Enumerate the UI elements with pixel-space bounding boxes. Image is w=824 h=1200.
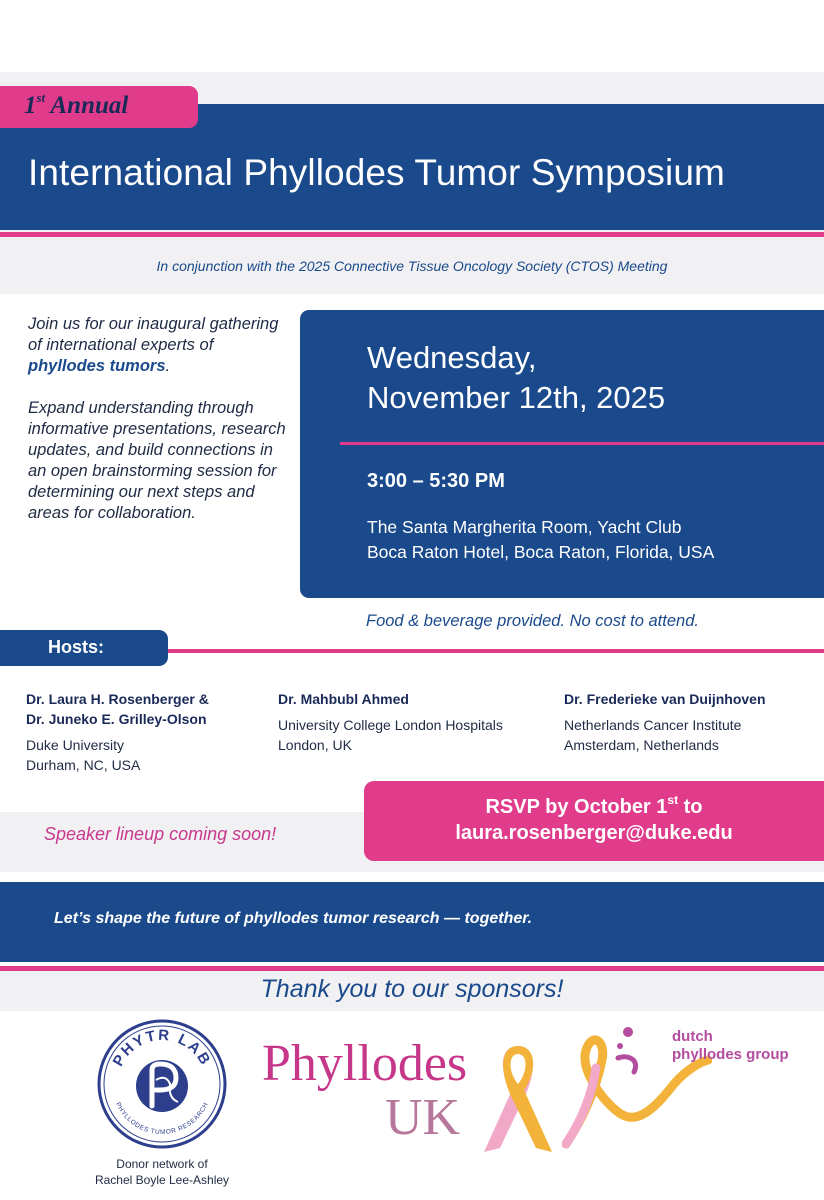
host-institution: Netherlands Cancer Institute xyxy=(564,717,742,733)
rsvp-email-link[interactable]: laura.rosenberger@duke.edu xyxy=(455,822,733,844)
host-card xyxy=(278,689,503,755)
host-affiliation xyxy=(278,715,503,755)
annual-word: Annual xyxy=(45,92,129,119)
host-card xyxy=(564,689,766,755)
rsvp-deadline xyxy=(364,793,824,819)
intro-text xyxy=(28,314,290,524)
host-location: Durham, NC, USA xyxy=(26,757,141,773)
host-location: Amsterdam, Netherlands xyxy=(564,737,719,753)
venue-line-1: The Santa Margherita Room, Yacht Club xyxy=(367,517,682,537)
host-name xyxy=(278,689,503,709)
conjunction-note: In conjunction with the 2025 Connective Tissue Oncology Society (CTOS) Meeting xyxy=(156,258,668,274)
donor-note xyxy=(66,1156,258,1188)
event-divider xyxy=(340,442,824,445)
rsvp-box xyxy=(364,781,824,861)
food-note: Food & beverage provided. No cost to attend. xyxy=(366,612,699,630)
host-name-line: Dr. Mahbubl Ahmed xyxy=(278,691,409,707)
donor-line-2: Rachel Boyle Lee-Ashley xyxy=(94,1173,230,1187)
host-card xyxy=(26,689,209,775)
host-name-line: Dr. Laura H. Rosenberger & xyxy=(26,691,209,707)
symposium-title: International Phyllodes Tumor Symposium xyxy=(28,152,725,193)
host-name-line: Dr. Juneko E. Grilley-Olson xyxy=(26,711,207,727)
annual-ordinal: st xyxy=(36,90,46,105)
rsvp-ordinal: st xyxy=(667,793,679,807)
host-institution: Duke University xyxy=(26,737,125,753)
hosts-tab xyxy=(0,630,168,666)
phytr-logo-title: PHYTR LAB xyxy=(109,1026,215,1070)
host-name xyxy=(26,689,209,729)
event-details-card xyxy=(300,310,824,598)
dutch-logo-line-2: phyllodes group xyxy=(672,1046,789,1063)
rsvp-suffix: to xyxy=(678,796,703,818)
intro-p1-end: . xyxy=(165,357,171,375)
annual-number: 1 xyxy=(24,92,37,119)
host-affiliation xyxy=(564,715,766,755)
tagline: Let’s shape the future of phyllodes tumor research — together. xyxy=(54,910,533,927)
speaker-note: Speaker lineup coming soon! xyxy=(44,824,277,844)
intro-p1-text: Join us for our inaugural gathering of international experts of xyxy=(28,315,279,354)
event-weekday: Wednesday, xyxy=(367,340,537,375)
host-name xyxy=(564,689,766,709)
phyllodes-uk-sub: UK xyxy=(385,1089,461,1146)
annual-label xyxy=(24,90,128,120)
event-venue xyxy=(367,515,714,565)
hosts-title: Hosts: xyxy=(48,637,105,657)
host-affiliation xyxy=(26,735,209,775)
hosts-divider xyxy=(150,649,824,653)
event-time: 3:00 – 5:30 PM xyxy=(367,470,505,492)
host-institution: University College London Hospitals xyxy=(278,717,503,733)
phytr-logo-subtitle: PHYLLODES TUMOR RESEARCH xyxy=(114,1101,210,1137)
phyllodes-uk-wordmark: Phyllodes xyxy=(262,1035,468,1092)
intro-highlight: phyllodes tumors xyxy=(28,357,166,375)
tagline-bar xyxy=(0,882,824,962)
host-location: London, UK xyxy=(278,737,352,753)
annual-badge xyxy=(0,86,198,128)
host-name-line: Dr. Frederieke van Duijnhoven xyxy=(564,691,766,707)
pink-ribbon-icon xyxy=(478,1032,558,1156)
phytr-lab-logo xyxy=(96,1018,228,1150)
intro-paragraph-2: Expand understanding through informative presentations, research updates, and build connections in an open brainstorming session for determining our next steps and areas for collaboration. xyxy=(28,399,286,522)
donor-line-1: Donor network of xyxy=(116,1157,208,1171)
sponsors-heading: Thank you to our sponsors! xyxy=(260,975,564,1003)
event-date: November 12th, 2025 xyxy=(367,380,666,415)
venue-line-2: Boca Raton Hotel, Boca Raton, Florida, USA xyxy=(367,542,715,562)
header-divider xyxy=(0,232,824,237)
intro-paragraph-1 xyxy=(28,314,290,377)
rsvp-prefix: RSVP by October 1 xyxy=(485,796,668,818)
dutch-logo-line-1: dutch xyxy=(672,1028,713,1045)
